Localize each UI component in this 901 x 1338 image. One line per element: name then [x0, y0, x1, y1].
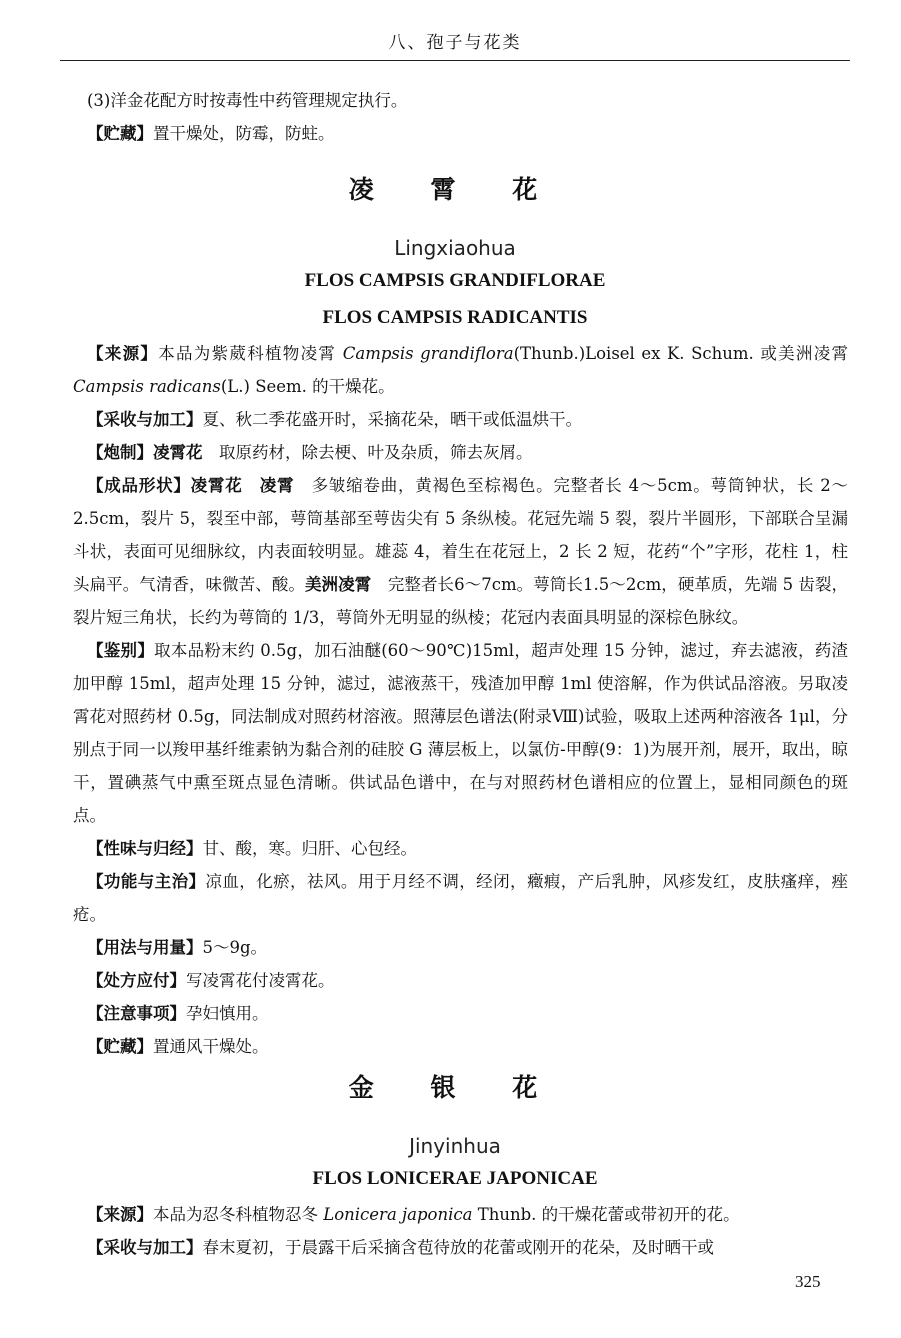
latin-name-3: FLOS LONICERAE JAPONICAE — [312, 1168, 598, 1189]
dosage-paragraph — [73, 931, 848, 964]
dosage-text: 5～9g。 — [202, 938, 268, 957]
source-paragraph-2 — [73, 1198, 848, 1231]
pinyin-lingxiaohua: Lingxiaohua — [394, 236, 516, 260]
harvest-paragraph — [73, 403, 848, 436]
identification-label: 【鉴别】 — [87, 641, 155, 660]
storage-label: 【贮藏】 — [87, 124, 153, 143]
harvest-label-2: 【采收与加工】 — [87, 1238, 203, 1257]
pinyin-jinyinhua: Jinyinhua — [409, 1134, 501, 1158]
storage-paragraph-2 — [73, 1030, 848, 1063]
storage-text: 置干燥处，防霉，防蛀。 — [153, 124, 335, 143]
species-name-2: Campsis radicans — [73, 377, 221, 396]
dosage-label: 【用法与用量】 — [87, 938, 203, 957]
shape-label: 【成品形状】 — [87, 476, 191, 495]
shape-item-1: 凌霄花 凌霄 — [190, 476, 295, 495]
source-text-c: 美洲凌霄 — [778, 344, 849, 363]
function-paragraph — [73, 865, 848, 931]
prescription-paragraph — [73, 964, 848, 997]
caution-label: 【注意事项】 — [87, 1004, 186, 1023]
harvest-label: 【采收与加工】 — [87, 410, 203, 429]
page-number: 325 — [795, 1272, 821, 1291]
shape-text-1: 多皱缩卷曲，黄褐色至棕褐色。完整者长 4～5cm。萼筒钟状，长 2～2.5cm，裂片 5，裂至中部，萼筒基部至萼齿尖有 5 条纵棱。花冠先端 5 裂，裂片半圆形，下部联合呈漏斗状，表面可见细脉纹，内表面较明显。雄蕊 4，着生在花冠上，2 长 2 短，花药“个”字形，花柱 1，柱头扁平。气清香，味微苦、酸。 — [73, 476, 849, 594]
source-paragraph — [73, 337, 848, 403]
function-text: 凉血，化瘀，祛风。用于月经不调，经闭，癥瘕，产后乳肿，风疹发红，皮肤瘙痒，痤疮。 — [73, 872, 849, 924]
latin-name-1: FLOS CAMPSIS GRANDIFLORAE — [304, 270, 606, 291]
source-text-d: (L.) Seem. 的干燥花。 — [220, 377, 395, 396]
harvest-text-2: 春末夏初，于晨露干后采摘含苞待放的花蕾或刚开的花朵，及时晒干或 — [202, 1238, 714, 1257]
caution-paragraph — [73, 997, 848, 1030]
top-block — [73, 84, 848, 150]
shape-text-2: 完整者长6～7cm。萼筒长1.5～2cm，硬革质，先端 5 齿裂，裂片短三角状，长约为萼筒的 1/3，萼筒外无明显的纵棱；花冠内表面具明显的深棕色脉纹。 — [73, 575, 849, 627]
source-label: 【来源】 — [87, 344, 159, 363]
harvest-text: 夏、秋二季花盛开时，采摘花朵，晒干或低温烘干。 — [202, 410, 582, 429]
prescription-text: 写凌霄花付凌霄花。 — [186, 971, 335, 990]
toxicity-note: (3)洋金花配方时按毒性中药管理规定执行。 — [87, 91, 408, 110]
source-text-a: 本品为紫葳科植物凌霄 — [158, 344, 343, 363]
lingxiaohua-body — [73, 337, 848, 1063]
jinyinhua-body — [73, 1198, 848, 1264]
taste-text: 甘、酸，寒。归肝、心包经。 — [202, 839, 417, 858]
source-label-2: 【来源】 — [87, 1205, 153, 1224]
section-title-lingxiaohua: 凌 霄 花 — [348, 175, 562, 204]
species-name-1: Campsis grandiflora — [342, 344, 514, 363]
taste-paragraph — [73, 832, 848, 865]
header-rule — [60, 60, 850, 61]
processing-item: 凌霄花 — [153, 443, 203, 462]
shape-item-2: 美洲凌霄 — [304, 575, 372, 594]
prescription-label: 【处方应付】 — [87, 971, 186, 990]
source-text-2b: Thunb. 的干燥花蕾或带初开的花。 — [472, 1205, 740, 1224]
species-name-3: Lonicera japonica — [323, 1205, 473, 1224]
storage-paragraph — [73, 117, 848, 150]
caution-text: 孕妇慎用。 — [186, 1004, 269, 1023]
storage-label-2: 【贮藏】 — [87, 1037, 153, 1056]
source-text-2a: 本品为忍冬科植物忍冬 — [153, 1205, 324, 1224]
identification-text: 取本品粉末约 0.5g，加石油醚(60～90℃)15ml，超声处理 15 分钟，滤过，弃去滤液，药渣加甲醇 15ml，超声处理 15 分钟，滤过，滤液蒸干，残渣加甲醇 1ml 使溶解，作为供试品溶液。另取凌霄花对照药材 0.5g，同法制成对照药材溶液。照薄层色谱法(附录Ⅷ)试验，吸取上述两种溶液各 1μl，分别点于同一以羧甲基纤维素钠为黏合剂的硅胶 G 薄层板上，以氯仿-甲醇(9：1)为展开剂，展开，取出，晾干，置碘蒸气中熏至斑点显色清晰。供试品色谱中，在与对照药材色谱相应的位置上，显相同颜色的斑点。 — [73, 641, 849, 825]
section-title-jinyinhua: 金 银 花 — [348, 1073, 562, 1102]
shape-paragraph — [73, 469, 848, 634]
taste-label: 【性味与归经】 — [87, 839, 203, 858]
processing-text: 取原药材，除去梗、叶及杂质，筛去灰屑。 — [202, 443, 533, 462]
function-label: 【功能与主治】 — [87, 872, 206, 891]
storage-text-2: 置通风干燥处。 — [153, 1037, 269, 1056]
identification-paragraph — [73, 634, 848, 832]
processing-label: 【炮制】 — [87, 443, 153, 462]
latin-name-2: FLOS CAMPSIS RADICANTIS — [322, 307, 588, 328]
source-text-b: (Thunb.)Loisel ex K. Schum. 或 — [513, 344, 779, 363]
processing-paragraph — [73, 436, 848, 469]
running-head: 八、孢子与花类 — [388, 33, 522, 53]
harvest-paragraph-2 — [73, 1231, 848, 1264]
